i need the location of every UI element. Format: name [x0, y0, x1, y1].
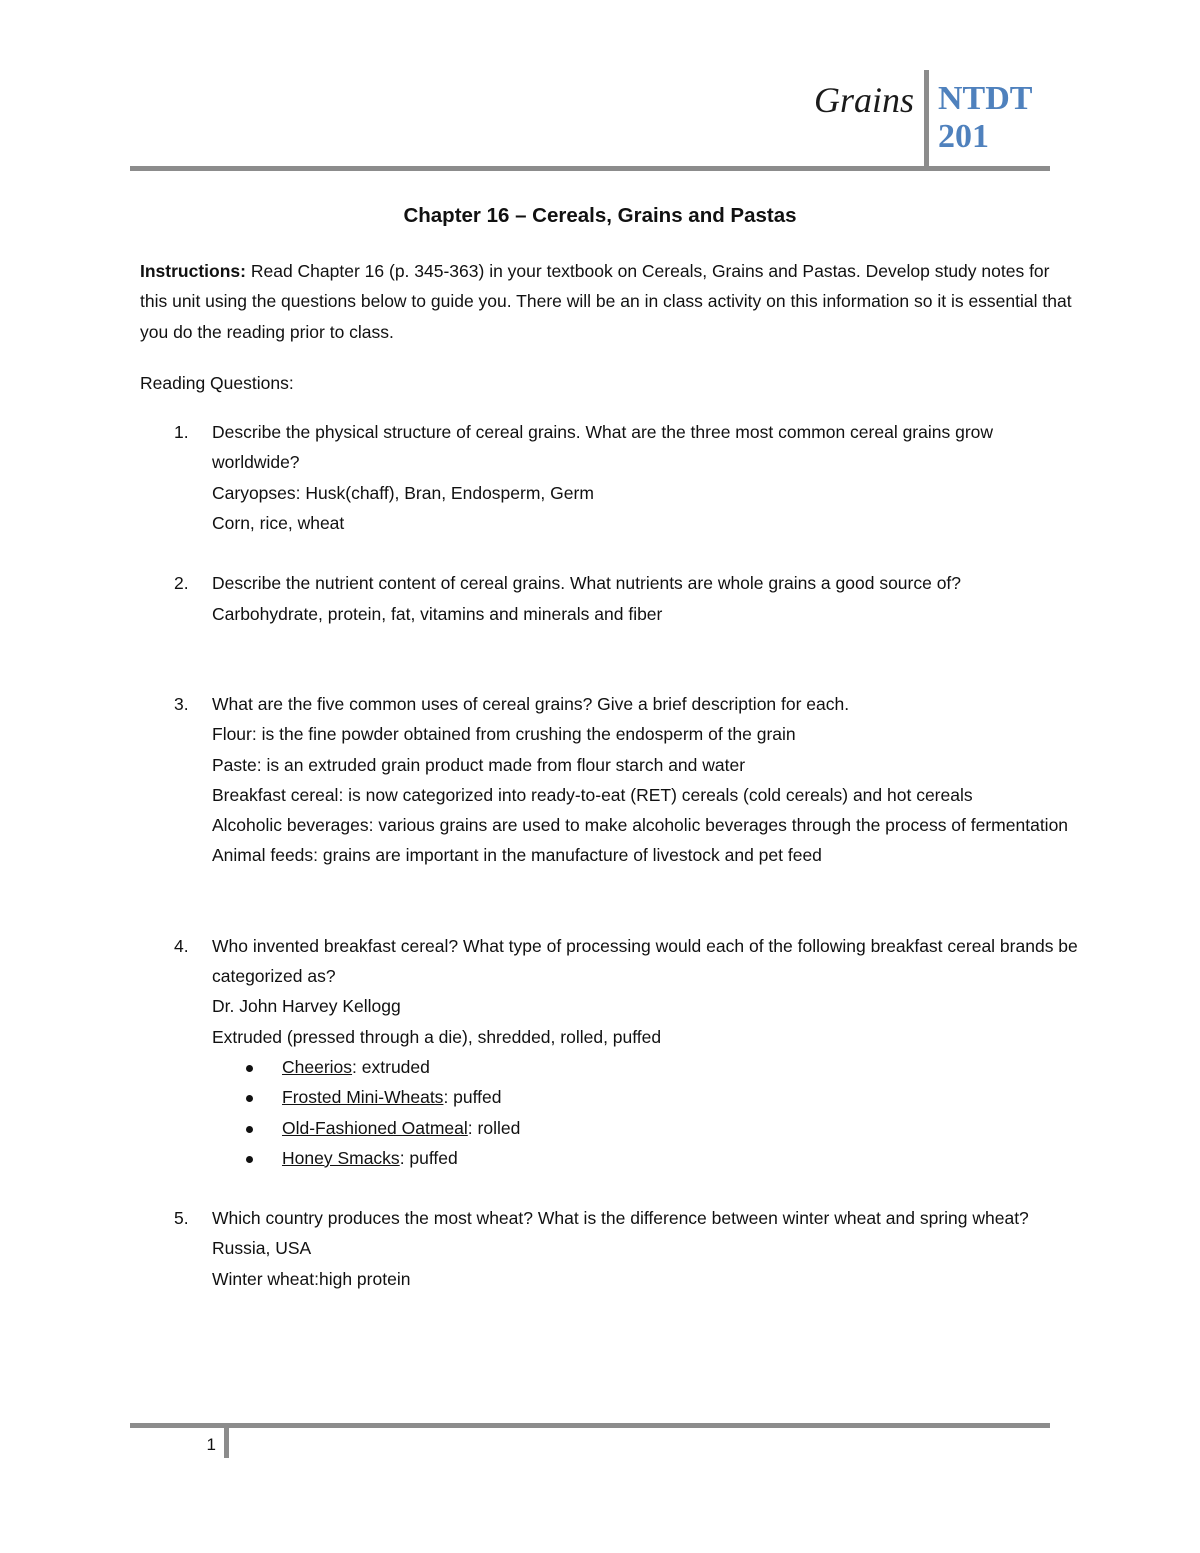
- footer-rule: [130, 1423, 1050, 1428]
- header-divider: [924, 70, 929, 170]
- page-number: 1: [206, 1435, 216, 1454]
- brand-name: Honey Smacks: [282, 1147, 400, 1168]
- answer-text: Animal feeds: grains are important in the manufacture of livestock and pet feed: [212, 845, 822, 866]
- footer-divider: [224, 1426, 229, 1458]
- header-subject: Grains: [813, 80, 914, 120]
- brand-name: Cheerios: [282, 1056, 353, 1077]
- question-text: Which country produces the most wheat? What is the difference between winter wheat and spring wheat?: [212, 1208, 1029, 1229]
- header-rule: [130, 166, 1050, 171]
- question-item-3: [140, 689, 1080, 871]
- question-number: 4.: [174, 935, 189, 956]
- answer-text: Alcoholic beverages: various grains are used to make alcoholic beverages through the process of fermentation: [212, 815, 1069, 836]
- question-list: [140, 417, 1080, 1294]
- course-code: NTDT: [938, 80, 1033, 117]
- brand-item: [212, 1113, 1080, 1143]
- question-number: 3.: [174, 693, 189, 714]
- course-number: 201: [938, 118, 989, 155]
- question-item-5: [140, 1203, 1080, 1294]
- answer-text: Corn, rice, wheat: [212, 513, 345, 534]
- question-text: Who invented breakfast cereal? What type of processing would each of the following breakfast cereal brands be categorized as?: [212, 935, 1078, 987]
- answer-text: Paste: is an extruded grain product made from flour starch and water: [212, 754, 746, 775]
- answer-text: Flour: is the fine powder obtained from crushing the endosperm of the grain: [212, 724, 796, 745]
- brand-processing: : puffed: [443, 1087, 502, 1108]
- answer-text: Caryopses: Husk(chaff), Bran, Endosperm, Germ: [212, 482, 594, 503]
- answer-text: Carbohydrate, protein, fat, vitamins and minerals and fiber: [212, 603, 663, 624]
- brand-processing: : puffed: [399, 1147, 458, 1168]
- instructions-label: Instructions:: [140, 261, 246, 281]
- question-text: Describe the nutrient content of cereal grains. What nutrients are whole grains a good source of?: [212, 573, 962, 594]
- brand-processing: : rolled: [467, 1117, 521, 1138]
- brand-name: Frosted Mini-Wheats: [282, 1087, 444, 1108]
- question-item-2: [140, 568, 1080, 629]
- bullet-icon: [246, 1126, 253, 1133]
- page-title: Chapter 16 – Cereals, Grains and Pastas: [403, 204, 797, 227]
- question-item-4: [140, 931, 1080, 1173]
- question-number: 1.: [174, 422, 189, 443]
- instructions-text: Read Chapter 16 (p. 345-363) in your textbook on Cereals, Grains and Pastas. Develop study notes for this unit using the questions below to guide you. There will be an in class activity on this information so it is essential that you do the reading prior to class.: [140, 261, 1072, 342]
- bullet-icon: [246, 1095, 253, 1102]
- header-course: [938, 80, 1058, 156]
- brand-item: [212, 1143, 1080, 1173]
- question-text: Describe the physical structure of cereal grains. What are the three most common cereal grains grow worldwide?: [212, 422, 994, 473]
- brand-name: Old-Fashioned Oatmeal: [282, 1117, 468, 1138]
- brand-processing: : extruded: [352, 1056, 430, 1077]
- document-body: [140, 256, 1080, 1294]
- question-item-1: [140, 417, 1080, 538]
- brand-list: [212, 1052, 1080, 1173]
- answer-text: Extruded (pressed through a die), shredded, rolled, puffed: [212, 1026, 662, 1047]
- answer-text: Dr. John Harvey Kellogg: [212, 996, 401, 1017]
- bullet-icon: [246, 1065, 253, 1072]
- reading-questions-label: Reading Questions:: [140, 372, 294, 393]
- answer-text: Breakfast cereal: is now categorized into ready-to-eat (RET) cereals (cold cereals) and hot cereals: [212, 784, 973, 805]
- answer-text: Winter wheat:high protein: [212, 1268, 411, 1289]
- question-number: 5.: [174, 1208, 189, 1229]
- question-text: What are the five common uses of cereal grains? Give a brief description for each.: [212, 693, 850, 714]
- brand-item: [212, 1052, 1080, 1082]
- bullet-icon: [246, 1156, 253, 1163]
- question-number: 2.: [174, 573, 189, 594]
- instructions: [140, 256, 1080, 347]
- brand-item: [212, 1082, 1080, 1112]
- answer-text: Russia, USA: [212, 1238, 312, 1259]
